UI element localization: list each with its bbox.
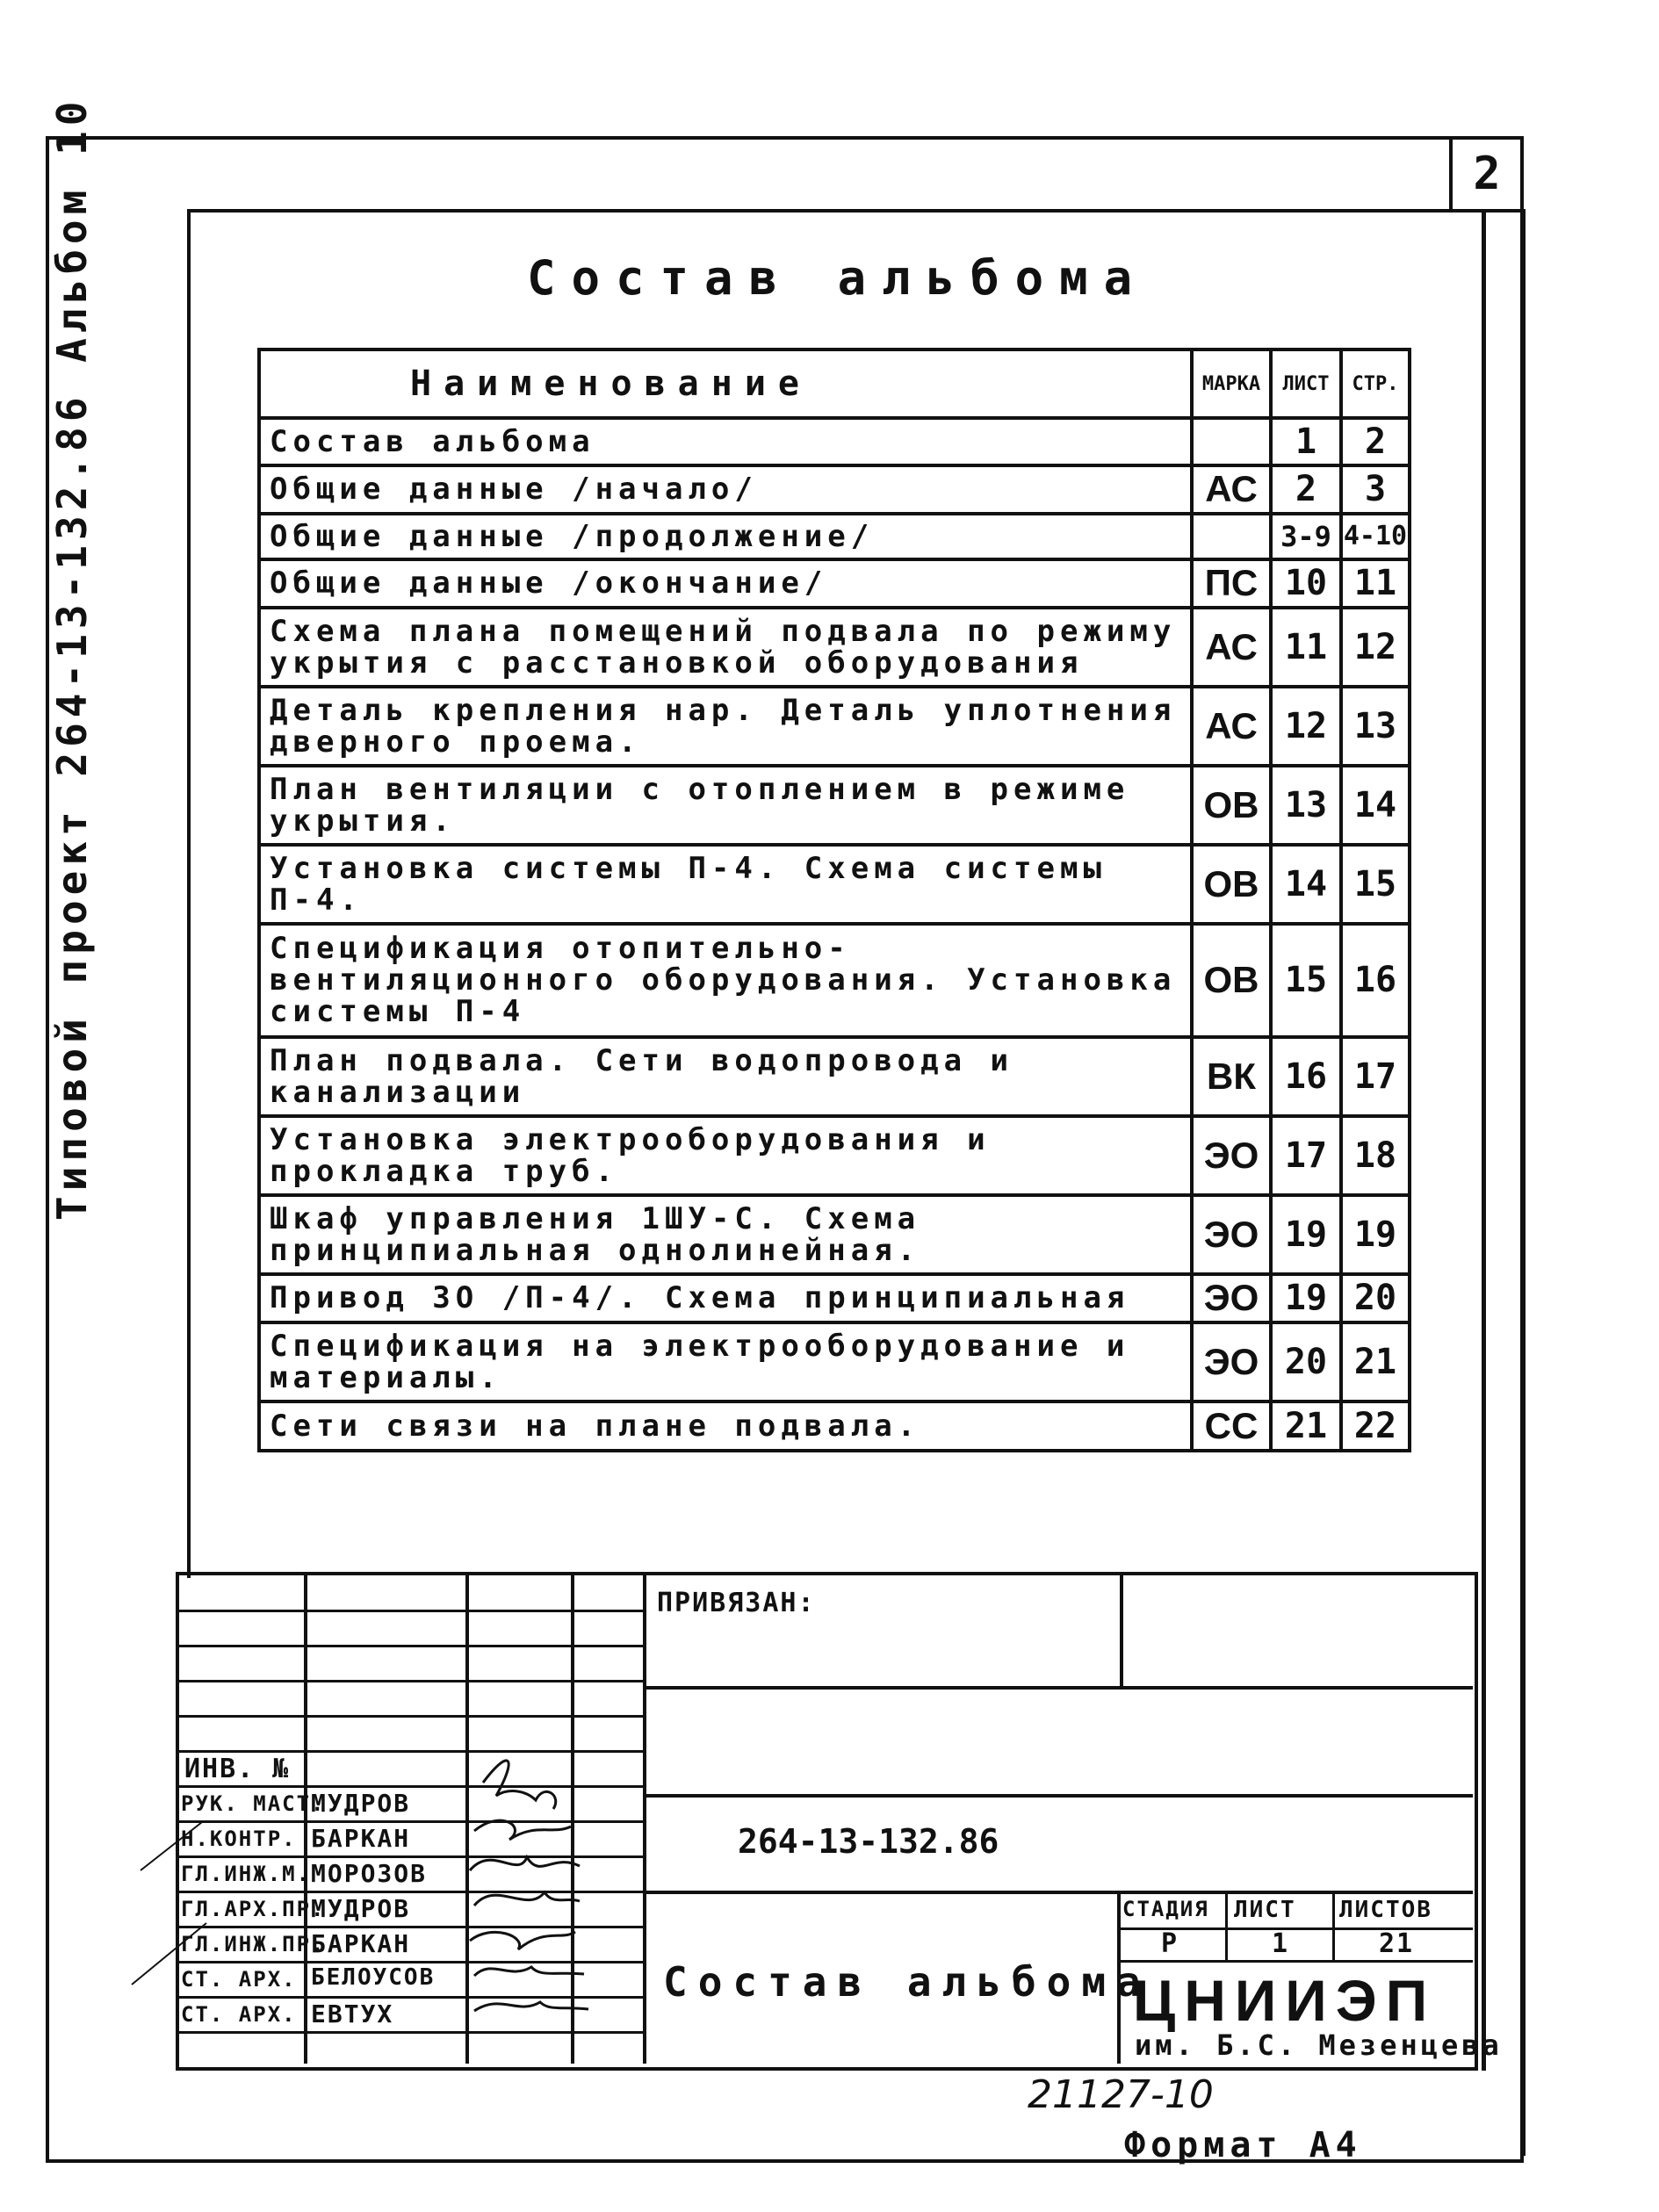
stamp-line — [176, 1645, 645, 1647]
row-page: 14 — [1341, 766, 1410, 845]
header-name: Наименование — [259, 349, 1192, 418]
row-mark: ЭО — [1192, 1116, 1271, 1195]
row-name: План вентиляции с отоплением в режиме укрытия. — [259, 766, 1192, 845]
table-row — [259, 559, 1410, 609]
row-mark — [1192, 514, 1271, 558]
inventory-number: 21127-10 — [1028, 2072, 1214, 2117]
role-surname: МУДРОВ — [311, 1894, 411, 1923]
role-label: Н.КОНТР. — [181, 1827, 297, 1851]
table-row — [259, 608, 1410, 687]
row-mark: ОВ — [1192, 924, 1271, 1037]
format-label: Формат А4 — [1124, 2125, 1362, 2165]
table-row — [259, 465, 1410, 515]
row-sheet: 11 — [1271, 608, 1341, 687]
organization-subtitle: им. Б.С. Мезенцева — [1135, 2028, 1503, 2062]
row-sheet: 20 — [1271, 1322, 1341, 1401]
stamp-line — [643, 1794, 1473, 1798]
table-row — [259, 1322, 1410, 1401]
row-name: Установка системы П-4. Схема системы П-4. — [259, 845, 1192, 924]
row-page: 21 — [1341, 1322, 1410, 1401]
table-row — [259, 924, 1410, 1037]
row-page: 19 — [1341, 1195, 1410, 1274]
row-name: План подвала. Сети водопровода и канализации — [259, 1037, 1192, 1116]
row-page: 18 — [1341, 1116, 1410, 1195]
row-mark: ОВ — [1192, 845, 1271, 924]
document-title: Состав альбома — [663, 1958, 1151, 2006]
margin-strokes — [123, 1818, 211, 1993]
row-page: 17 — [1341, 1037, 1410, 1116]
row-name: Сети связи на плане подвала. — [259, 1401, 1192, 1451]
role-label: ГЛ.ИНЖ.ПР. — [181, 1932, 326, 1956]
role-surname: БАРКАН — [311, 1929, 411, 1958]
organization-name: ЦНИИЭП — [1133, 1968, 1437, 2033]
document-code: 264-13-132.86 — [738, 1822, 999, 1861]
row-mark: АС — [1192, 465, 1271, 515]
row-mark: ЭО — [1192, 1195, 1271, 1274]
table-row — [259, 1037, 1410, 1116]
row-page: 3 — [1341, 465, 1410, 515]
table-row — [259, 1116, 1410, 1195]
contents-table — [257, 348, 1411, 1452]
row-sheet: 17 — [1271, 1116, 1341, 1195]
row-mark: АС — [1192, 608, 1271, 687]
row-name: Привод ЗО /П-4/. Схема принципиальная — [259, 1274, 1192, 1323]
row-mark: АС — [1192, 687, 1271, 766]
row-page: 22 — [1341, 1401, 1410, 1451]
row-name: Общие данные /продолжение/ — [259, 514, 1192, 558]
row-mark: ПС — [1192, 559, 1271, 609]
table-row — [259, 418, 1410, 465]
bound-label: ПРИВЯЗАН: — [657, 1588, 816, 1618]
row-mark — [1192, 418, 1271, 465]
role-label: СТ. АРХ. — [181, 2002, 297, 2027]
table-row — [259, 766, 1410, 845]
row-name: Общие данные /окончание/ — [259, 559, 1192, 609]
role-label: ГЛ.ИНЖ.М. — [181, 1862, 312, 1886]
side-project-label: Типовой проект 264-13-132.86 Альбом 10 — [48, 96, 96, 1221]
row-sheet: 3-9 — [1271, 514, 1341, 558]
page-title: Состав альбома — [527, 250, 1149, 306]
row-sheet: 10 — [1271, 559, 1341, 609]
row-page: 11 — [1341, 559, 1410, 609]
row-sheet: 19 — [1271, 1274, 1341, 1323]
signatures — [457, 1747, 650, 2028]
row-sheet: 15 — [1271, 924, 1341, 1037]
role-surname: МУДРОВ — [311, 1789, 411, 1818]
row-name: Шкаф управления 1ШУ-С. Схема принципиальная однолинейная. — [259, 1195, 1192, 1274]
stamp-line — [176, 1610, 645, 1612]
stamp-line — [176, 1680, 645, 1682]
row-sheet: 19 — [1271, 1195, 1341, 1274]
table-row — [259, 1401, 1410, 1451]
row-sheet: 12 — [1271, 687, 1341, 766]
row-name: Схема плана помещений подвала по режиму укрытия с расстановкой оборудования — [259, 608, 1192, 687]
role-surname: МОРОЗОВ — [311, 1859, 428, 1888]
row-name: Установка электрооборудования и прокладка труб. — [259, 1116, 1192, 1195]
sheet-number-box — [1449, 139, 1521, 213]
role-surname: ЕВТУХ — [311, 1999, 394, 2028]
sheet-value: 1 — [1272, 1928, 1290, 1959]
row-page: 4-10 — [1341, 514, 1410, 558]
row-sheet: 16 — [1271, 1037, 1341, 1116]
row-page: 12 — [1341, 608, 1410, 687]
stamp-line — [176, 1715, 645, 1718]
row-mark: ОВ — [1192, 766, 1271, 845]
row-sheet: 1 — [1271, 418, 1341, 465]
table-row — [259, 845, 1410, 924]
role-label: СТ. АРХ. — [181, 1967, 297, 1992]
header-mark: МАРКА — [1192, 349, 1271, 418]
row-name: Спецификация отопительно-вентиляционного оборудования. Установка системы П-4 — [259, 924, 1192, 1037]
stamp-line — [643, 1891, 1473, 1894]
table-row — [259, 1274, 1410, 1323]
row-sheet: 2 — [1271, 465, 1341, 515]
row-mark: ЭО — [1192, 1274, 1271, 1323]
stamp-line — [1332, 1891, 1335, 1961]
stamp-line — [176, 2031, 645, 2034]
row-page: 15 — [1341, 845, 1410, 924]
role-label: РУК. МАСТ. — [181, 1791, 326, 1816]
row-page: 2 — [1341, 418, 1410, 465]
header-sheet: ЛИСТ — [1271, 349, 1341, 418]
sheet-label: ЛИСТ — [1234, 1897, 1296, 1923]
stage-label: СТАДИЯ — [1122, 1897, 1209, 1921]
row-sheet: 14 — [1271, 845, 1341, 924]
inner-frame-right — [1482, 209, 1486, 2071]
sheets-value: 21 — [1379, 1928, 1415, 1959]
stamp-line — [1117, 1960, 1473, 1963]
right-border-line — [1521, 209, 1526, 2156]
stamp-line — [643, 1686, 1473, 1690]
table-row — [259, 687, 1410, 766]
row-name: Состав альбома — [259, 418, 1192, 465]
row-page: 20 — [1341, 1274, 1410, 1323]
role-surname: БАРКАН — [311, 1824, 411, 1853]
row-name: Общие данные /начало/ — [259, 465, 1192, 515]
row-page: 16 — [1341, 924, 1410, 1037]
row-name: Деталь крепления нар. Деталь уплотнения дверного проема. — [259, 687, 1192, 766]
role-surname: БЕЛОУСОВ — [311, 1964, 436, 1991]
stamp-line — [1120, 1572, 1123, 1686]
table-row — [259, 1195, 1410, 1274]
sheets-label: ЛИСТОВ — [1339, 1897, 1432, 1923]
row-page: 13 — [1341, 687, 1410, 766]
table-header-row — [259, 349, 1410, 418]
row-mark: ЭО — [1192, 1322, 1271, 1401]
row-mark: ВК — [1192, 1037, 1271, 1116]
stamp-line — [1225, 1891, 1228, 1961]
row-sheet: 13 — [1271, 766, 1341, 845]
inventory-label: ИНВ. № — [184, 1754, 291, 1784]
header-page: СТР. — [1341, 349, 1410, 418]
stage-value: Р — [1161, 1928, 1179, 1959]
row-mark: СС — [1192, 1401, 1271, 1451]
table-row — [259, 514, 1410, 558]
sheet-number: 2 — [1473, 148, 1501, 200]
row-sheet: 21 — [1271, 1401, 1341, 1451]
role-label: ГЛ.АРХ.ПР. — [181, 1897, 326, 1921]
row-name: Спецификация на электрооборудование и материалы. — [259, 1322, 1192, 1401]
